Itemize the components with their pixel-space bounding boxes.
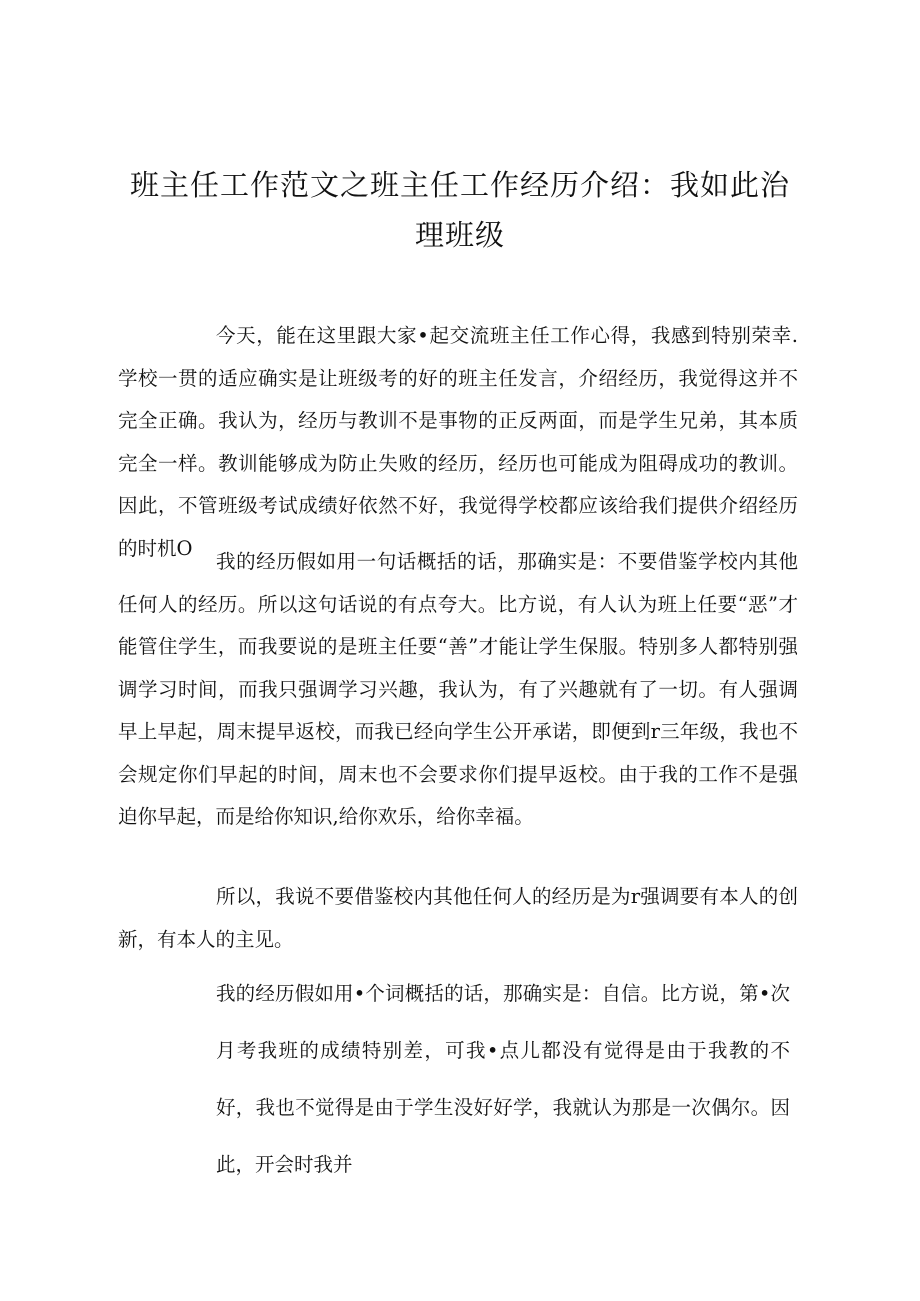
paragraph-1: 今天，能在这里跟大家•起交流班主任工作心得，我感到特别荣幸.学校一贯的适应确实是让班级考的好的班主任发言，介绍经历，我觉得这并不完全正确。我认为，经历与教训不是事物的正反两面，而是学生兄弟，其本质完全一样。教训能够成为防止失败的经历，经历也可能成为阻碍成功的教训。因此，不管班级考试成绩好依然不好，我觉得学校都应该给我们提供介绍经历的时机O <box>118 324 798 560</box>
paragraph-4: 我的经历假如用•个词概括的话，那确实是：自信。比方说，第•次月考我班的成绩特别差，可我•点儿都没有觉得是由于我教的不好，我也不觉得是由于学生没好好学，我就认为那是一次偶尔。因此，开会时我并 <box>216 982 790 1176</box>
paragraph-2: 我的经历假如用一句话概括的话，那确实是：不要借鉴学校内其他任何人的经历。所以这句话说的有点夸大。比方说，有人认为班上任要“恶”才能管住学生，而我要说的是班主任要“善”才能让学生保服。特别多人都特别强调学习时间，而我只强调学习兴趣，我认为，有了兴趣就有了一切。有人强调早上早起，周末提早返校，而我已经向学生公开承诺，即便到r三年级，我也不会规定你们早起的时间，周末也不会要求你们提早返校。由于我的工作不是强迫你早起，而是给你知识,给你欢乐，给你幸福。 <box>118 550 798 828</box>
document-title: 班主任工作范文之班主任工作经历介绍：我如此治理班级 <box>130 168 791 252</box>
paragraph-3: 所以，我说不要借鉴校内其他任何人的经历是为r强调要有本人的创新，有本人的主见。 <box>118 885 798 951</box>
